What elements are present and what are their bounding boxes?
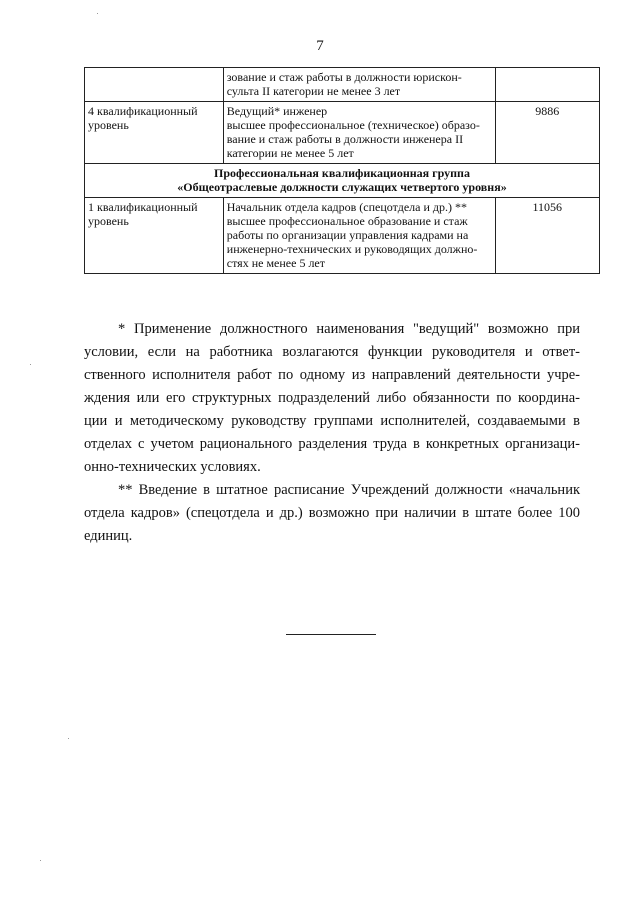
footnotes — [84, 318, 580, 548]
page-number: 7 — [316, 38, 324, 54]
footnote-line: отделах с учетом рационального разделения труда в конкретных организаци- — [84, 436, 580, 452]
level-line: 4 квалификационный — [88, 104, 198, 118]
position-title: Ведущий* инженер — [226, 104, 328, 118]
salary-cell — [495, 68, 600, 102]
group-subtitle: «Общеотраслевые должности служащих четвертого уровня» — [177, 180, 507, 194]
level-cell — [85, 102, 224, 164]
description-line: высшее профессиональное (техническое) образо- — [226, 118, 480, 132]
group-title: Профессиональная квалификационная группа — [214, 166, 470, 180]
footnote-ведущий — [84, 318, 580, 479]
qualification-table — [84, 67, 600, 274]
description-line: зование и стаж работы в должности юрискон- — [226, 70, 462, 84]
scan-speck — [97, 13, 98, 14]
description-cell — [223, 198, 495, 274]
table-row — [85, 68, 600, 102]
description-line: стях не менее 5 лет — [226, 256, 325, 270]
footnote-line: ственного исполнителя работ по одному из направлений деятельности учре- — [84, 367, 580, 383]
footnote-line: отдела кадров» (спецотдела и др.) возможно при наличии в штате более 100 — [84, 505, 580, 521]
level-line: уровень — [88, 214, 129, 228]
salary-cell: 9886 — [495, 102, 600, 164]
footnote-line: онно-технических условиях. — [84, 459, 261, 475]
description-cell — [223, 102, 495, 164]
description-line: высшее профессиональное образование и стаж — [226, 214, 468, 228]
description-line: работы по организации управления кадрами на — [226, 228, 469, 242]
description-line: вание и стаж работы в должности инженера II — [226, 132, 464, 146]
group-header-cell — [85, 164, 600, 198]
table-row — [85, 102, 600, 164]
footnote-line: ** Введение в штатное расписание Учреждений должности «начальник — [118, 482, 580, 498]
description-line: инженерно-технических и руководящих должно- — [226, 242, 478, 256]
table-row — [85, 198, 600, 274]
footnote-line: единиц. — [84, 528, 133, 544]
description-line: категории не менее 5 лет — [226, 146, 354, 160]
footnote-line: * Применение должностного наименования "ведущий" возможно при — [118, 321, 580, 337]
end-divider — [286, 634, 376, 635]
scan-speck — [40, 860, 41, 861]
level-line: 1 квалификационный — [88, 200, 198, 214]
footnote-начальник-отдела-кадров — [84, 479, 580, 548]
level-cell — [85, 68, 224, 102]
scan-speck — [30, 364, 31, 365]
salary-cell: 11056 — [495, 198, 600, 274]
description-line: сульта II категории не менее 3 лет — [226, 84, 401, 98]
level-line: уровень — [88, 118, 129, 132]
position-title: Начальник отдела кадров (спецотдела и др.) ** — [226, 200, 467, 214]
footnote-line: условии, если на работника возлагаются функции руководителя и ответ- — [84, 344, 580, 360]
level-cell — [85, 198, 224, 274]
description-cell — [223, 68, 495, 102]
group-header-row — [85, 164, 600, 198]
footnote-line: ждения или его структурных подразделений либо обязанности по координа- — [84, 390, 580, 406]
scan-speck — [68, 738, 69, 739]
footnote-line: ции и методическому руководству группами исполнителей, создаваемыми в — [84, 413, 580, 429]
